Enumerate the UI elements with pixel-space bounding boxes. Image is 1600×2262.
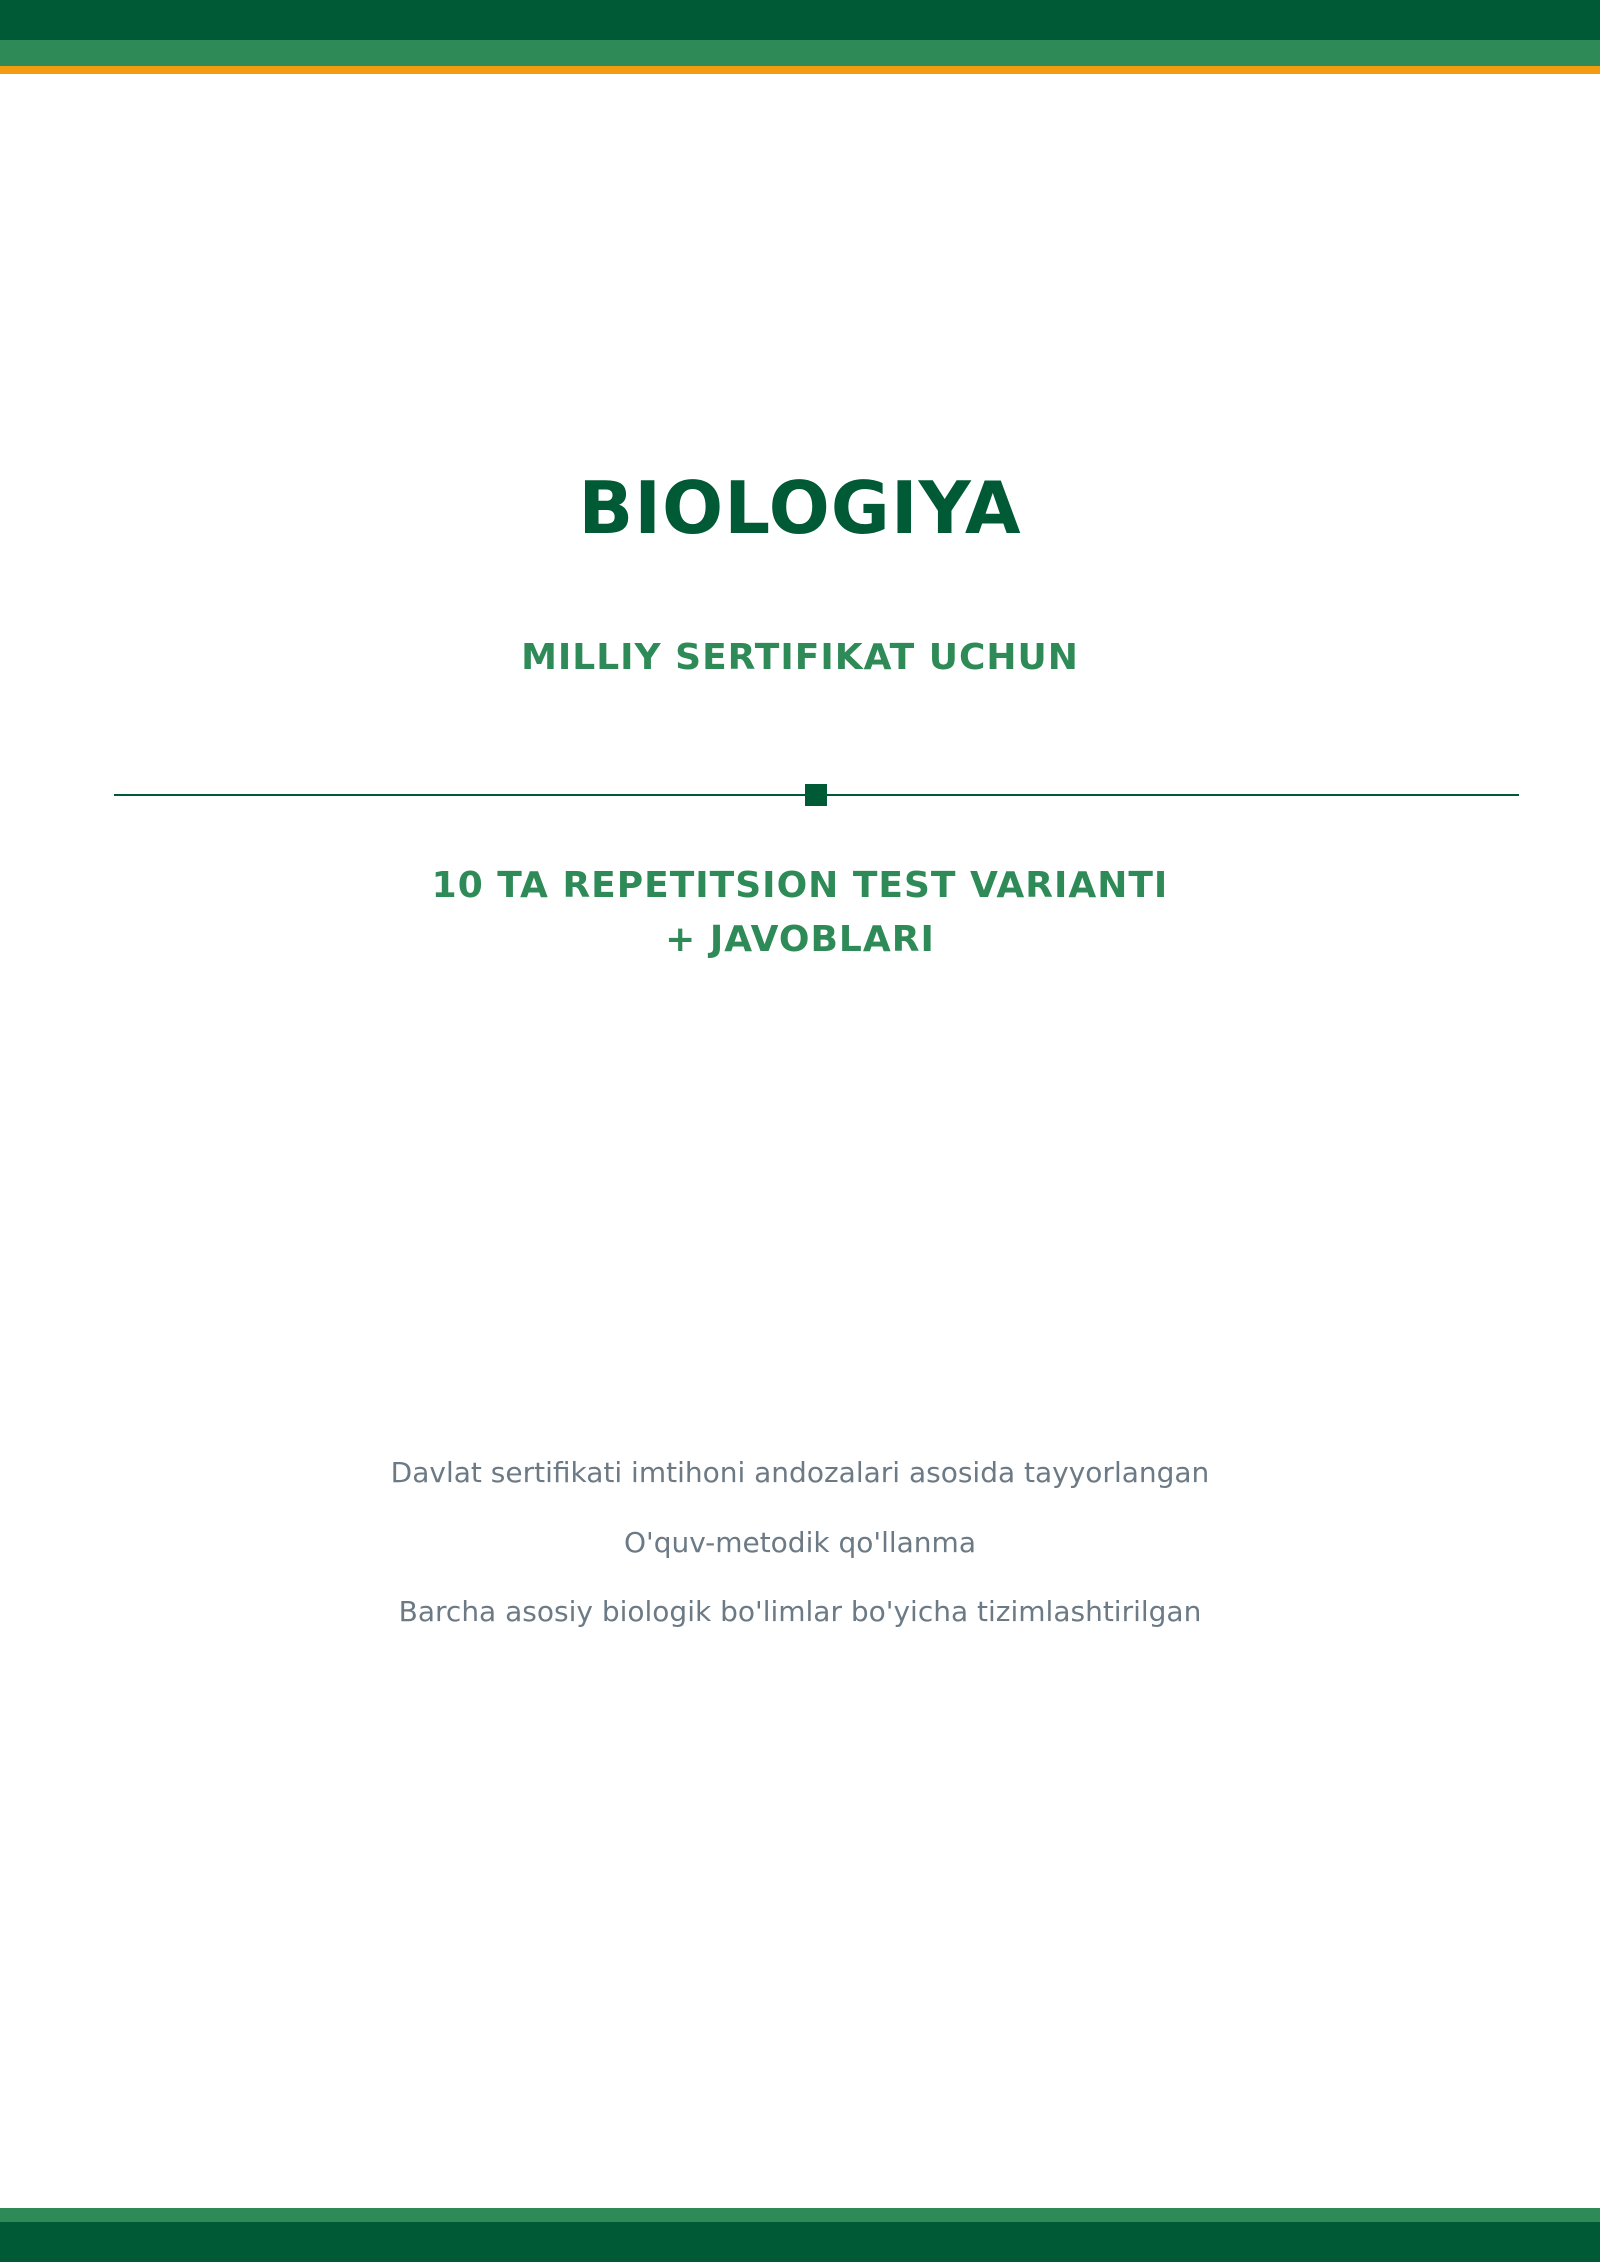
footer-band-light: [0, 2208, 1600, 2222]
header-band-light: [0, 40, 1600, 66]
cover-title: BIOLOGIYA: [578, 466, 1022, 550]
header-accent-stripe: [0, 66, 1600, 74]
divider-square-ornament: [805, 784, 827, 806]
info-line: O'quv-metodik qo'llanma: [624, 1526, 976, 1559]
header-band-dark: [0, 0, 1600, 40]
cover-subtitle: MILLIY SERTIFIKAT UCHUN: [521, 637, 1079, 678]
variants-heading-line-1: 10 TA REPETITSION TEST VARIANTI: [431, 865, 1169, 906]
info-line: Davlat sertifikati imtihoni andozalari asosida tayyorlangan: [390, 1456, 1210, 1489]
footer-band-dark: [0, 2222, 1600, 2262]
variants-heading-line-2: + JAVOBLARI: [665, 919, 935, 960]
info-line: Barcha asosiy biologik bo'limlar bo'yicha tizimlashtirilgan: [398, 1595, 1202, 1628]
